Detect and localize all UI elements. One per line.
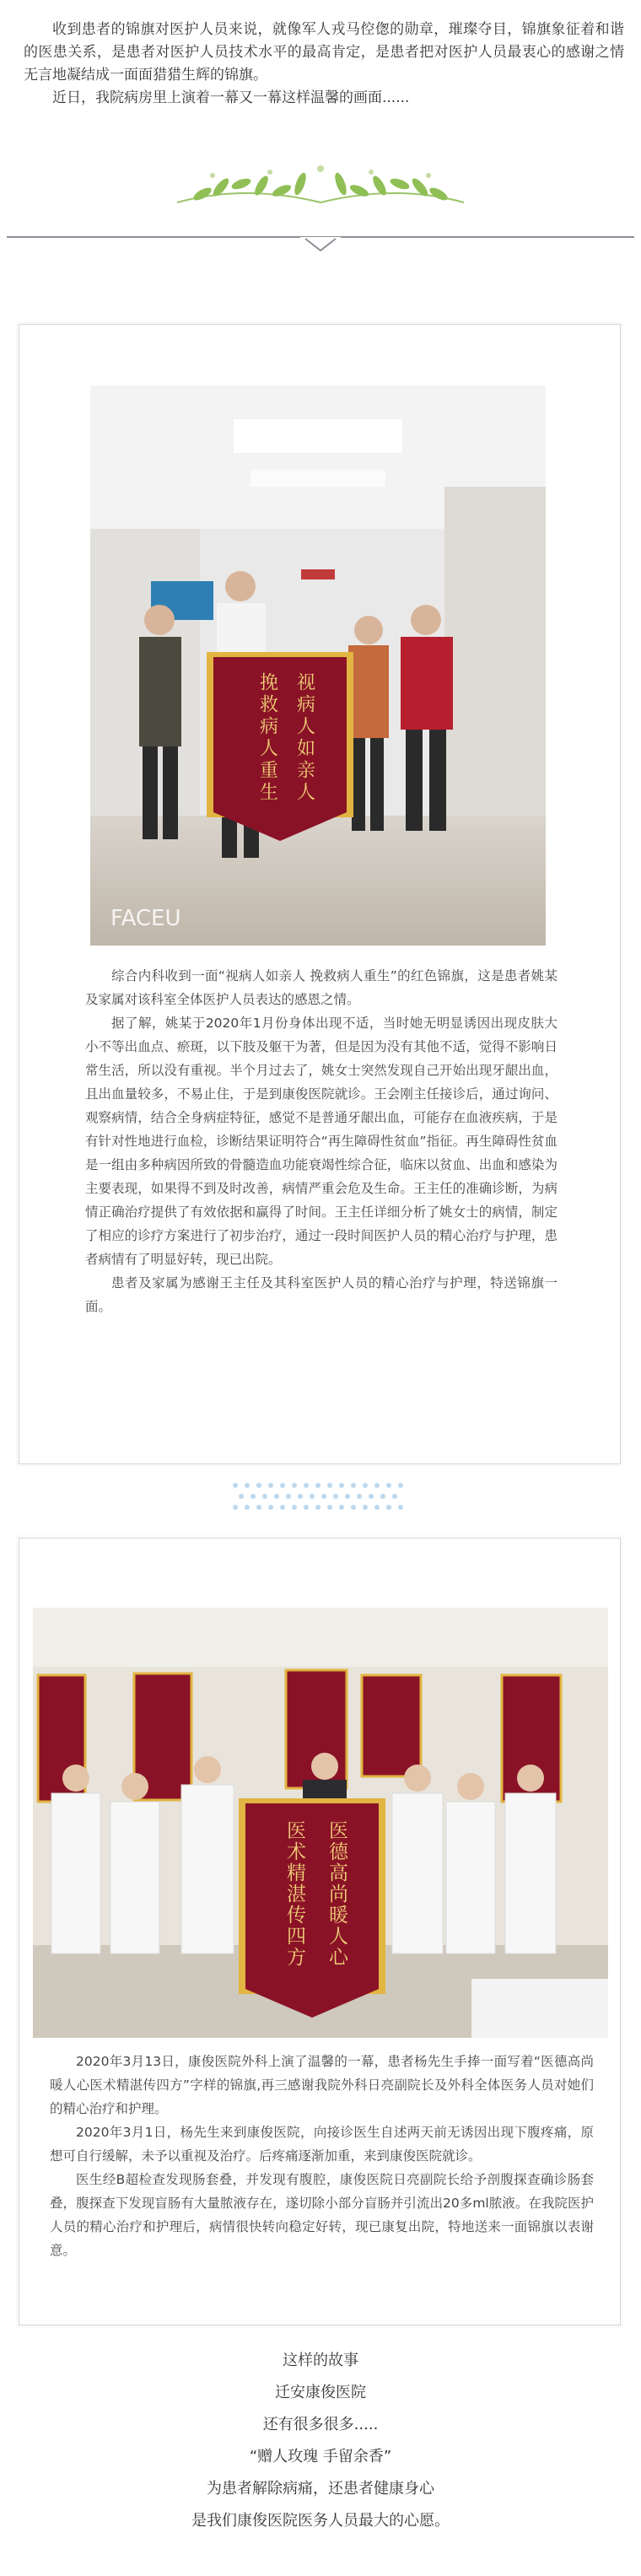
banner-photo-2-line1: 医德高尚暖人心 xyxy=(326,1820,347,1968)
closing-line: 迁安康俊医院 xyxy=(275,2384,366,2401)
banner-photo-1 xyxy=(90,385,546,946)
closing-line: 是我们康俊医院医务人员最大的心愿。 xyxy=(191,2512,450,2530)
closing-line: 这样的故事 xyxy=(283,2352,358,2369)
banner-photo-1-line2: 挽救病人重生 xyxy=(256,672,278,804)
closing-line: 为患者解除病痛，还患者健康身心 xyxy=(207,2480,434,2498)
story2-text xyxy=(50,2050,594,2262)
leaf-wreath-icon xyxy=(169,150,472,218)
story1-paragraph: 患者及家属为感谢王主任及其科室医护人员的精心治疗与护理，特送锦旗一面。 xyxy=(85,1275,558,1314)
intro-section xyxy=(24,19,624,110)
photo-watermark: FACEU xyxy=(110,906,181,931)
banner-photo-2 xyxy=(33,1608,608,2038)
closing-line: “赠人玫瑰 手留余香” xyxy=(249,2448,392,2466)
story2-paragraph: 2020年3月13日，康俊医院外科上演了温馨的一幕，患者杨先生手捧一面写着“医德高尚暖人心医术精湛传四方”字样的锦旗,再三感谢我院外科日亮副院长及外科全体医务人员对她们的精心治疗和护理。 xyxy=(50,2054,594,2116)
story1-paragraph: 综合内科收到一面“视病人如亲人 挽救病人重生”的红色锦旗，这是患者姚某及家属对该科室全体医护人员表达的感恩之情。 xyxy=(85,968,558,1007)
banner-photo-2-line2: 医术精湛传四方 xyxy=(283,1820,305,1968)
story-card-surgery xyxy=(19,1538,621,2325)
banner-photo-1-line1: 视病人如亲人 xyxy=(294,672,315,804)
intro-paragraph: 收到患者的锦旗对医护人员来说，就像军人戎马倥偬的勋章，璀璨夺目，锦旗象征着和谐的医患关系，是患者对医护人员技术水平的最高肯定，是患者把对医护人员最衷心的感谢之情无言地凝结成一面面猎猎生辉的锦旗。 xyxy=(24,21,624,84)
story1-text xyxy=(85,964,558,1318)
closing-line: 还有很多很多..... xyxy=(262,2416,379,2433)
story2-paragraph: 2020年3月1日，杨先生来到康俊医院，向接诊医生自述两天前无诱因出现下腹疼痛，原想可自行缓解，未予以重视及治疗。后疼痛逐渐加重，来到康俊医院就诊。 xyxy=(50,2125,594,2164)
closing-message xyxy=(0,2345,641,2537)
story1-paragraph: 据了解，姚某于2020年1月份身体出现不适，当时她无明显诱因出现皮肤大小不等出血点、瘀斑，以下肢及躯干为著，但是因为没有其他不适，觉得不影响日常生活，所以没有重视。半个月过去了，姚女士突然发现自己开始出现牙龈出血，且出血量较多，不易止住，于是到康俊医院就诊。王会刚主任接诊后，通过询问、观察病情，结合全身病症特征，感觉不是普通牙龈出血，可能存在血液疾病，于是有针对性地进行血检，诊断结果证明符合“再生障碍性贫血”指征。再生障碍性贫血是一组由多种病因所致的骨髓造血功能衰竭性综合征，临床以贫血、出血和感染为主要表现，如果得不到及时改善，病情严重会危及生命。王主任的准确诊断，为病情正确治疗提供了有效依据和赢得了时间。王主任详细分析了姚女士的病情，制定了相应的诊疗方案进行了初步治疗，通过一段时间医护人员的精心治疗与护理，患者病情有了明显好转，现已出院。 xyxy=(85,1016,558,1267)
story-card-internal-medicine xyxy=(19,324,621,1464)
chevron-down-icon xyxy=(300,237,341,254)
intro-paragraph: 近日，我院病房里上演着一幕又一幕这样温馨的画面...... xyxy=(52,89,410,106)
story2-paragraph: 医生经B超检查发现肠套叠，并发现有腹腔，康俊医院日亮副院长给予剖腹探查确诊肠套叠，腹探查下发现盲肠有大量脓液存在，遂切除小部分盲肠并引流出20多ml脓液。在我院医护人员的精心治疗和护理后，病情很快转向稳定好转，现已康复出院，特地送来一面锦旗以表谢意。 xyxy=(50,2172,594,2258)
dot-pattern-divider xyxy=(229,1477,412,1516)
